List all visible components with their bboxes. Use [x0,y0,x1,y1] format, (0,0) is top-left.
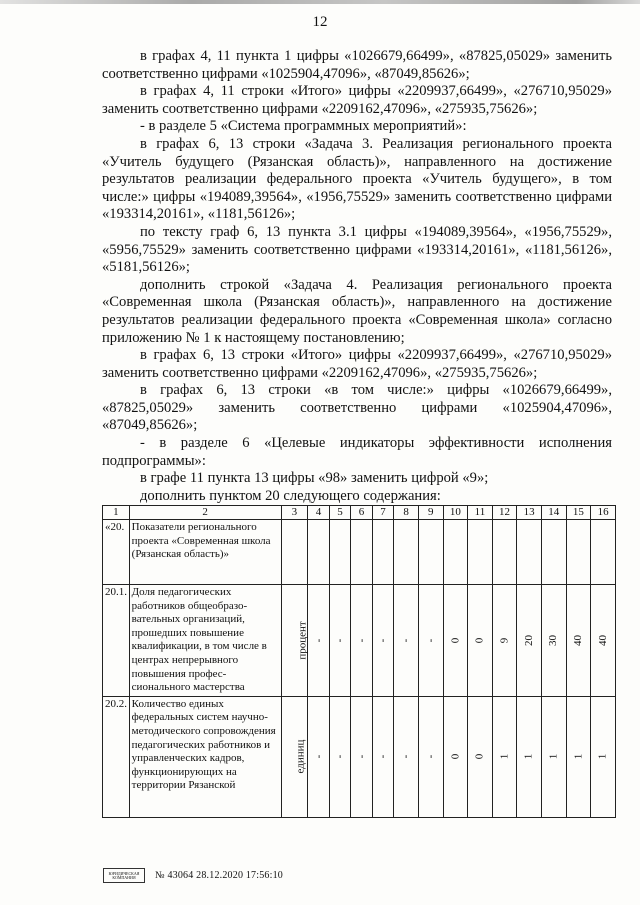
value-cell [492,520,517,585]
header-cell: 11 [468,506,493,520]
header-cell: 7 [372,506,394,520]
company-stamp: ЮРИДИЧЕСКАЯ КОМПАНИЯ [103,868,145,883]
paragraph-3: - в разделе 5 «Система программных мероприятий»: [140,118,467,135]
row-number: 20.1. [103,585,130,697]
header-cell: 13 [517,506,542,520]
value-cell: - [418,696,443,817]
header-cell: 3 [281,506,308,520]
footer [103,868,283,883]
unit-cell [281,696,308,817]
indicator-name: Доля педагогических работников общеобразо-вательных организаций, прошедших повышение квалификации, в том числе в центрах непрерывного повышения профес-сионального мастерства [129,585,281,697]
table-row [103,696,616,817]
paragraph-10: в графе 11 пункта 13 цифры «98» заменить цифрой «9»; [140,470,489,487]
row-number: «20. [103,520,130,585]
paragraph-11: дополнить пунктом 20 следующего содержания: [140,487,441,504]
value-cell: 20 [517,585,542,697]
value-cell [308,520,330,585]
value-cell: 1 [591,696,616,817]
value-cell: - [394,696,419,817]
unit-label: процент [296,621,309,660]
paragraph-9: - в разделе 6 «Целевые индикаторы эффективности исполнения подпрограммы»: [102,435,612,469]
header-cell: 8 [394,506,419,520]
paragraph-5: по тексту граф 6, 13 пункта 3.1 цифры «194089,39564», «1956,75529», «5956,75529» заменить соответственно цифрами «193314,20161», «1181,56126», «5181,56126»; [102,223,612,276]
indicator-name: Количество единых федеральных систем научно-методического сопровождения педагогических работников и управленческих кадров, функционирующих на территории Рязанской [129,696,281,817]
header-cell: 1 [103,506,130,520]
value-cell: - [329,696,351,817]
value-cell [394,520,419,585]
value-cell: 9 [492,585,517,697]
unit-cell [281,585,308,697]
value-cell: 40 [566,585,591,697]
value-cell [418,520,443,585]
value-cell: - [372,696,394,817]
paragraph-1: в графах 4, 11 пункта 1 цифры «1026679,66499», «87825,05029» заменить соответственно цифрами «1025904,47096», «87049,85626»; [102,48,612,82]
value-cell: - [394,585,419,697]
table-header-row [103,506,616,520]
unit-cell [281,520,308,585]
indicators-table [102,505,616,818]
value-cell [541,520,566,585]
header-cell: 9 [418,506,443,520]
table-row [103,585,616,697]
value-cell [372,520,394,585]
value-cell [517,520,542,585]
value-cell: - [329,585,351,697]
header-cell: 15 [566,506,591,520]
unit-label: единиц [293,739,306,774]
row-number: 20.2. [103,696,130,817]
value-cell [468,520,493,585]
table-row [103,520,616,585]
value-cell: 0 [443,585,468,697]
value-cell [351,520,373,585]
header-cell: 12 [492,506,517,520]
value-cell [566,520,591,585]
value-cell: 1 [517,696,542,817]
value-cell: 1 [566,696,591,817]
value-cell: - [351,585,373,697]
header-cell: 2 [129,506,281,520]
header-cell: 16 [591,506,616,520]
scan-top-edge [0,0,640,4]
paragraph-6: дополнить строкой «Задача 4. Реализация регионального проекта «Современная школа (Рязанская область)», направленного на достижение результатов реализации федерального проекта «Современная школа» согласно приложению № 1 к настоящему постановлению; [102,276,612,346]
indicator-name: Показатели регионального проекта «Современная школа (Рязанская область)» [129,520,281,585]
value-cell: - [372,585,394,697]
header-cell: 4 [308,506,330,520]
page-number: 12 [312,14,328,30]
value-cell [443,520,468,585]
value-cell: - [418,585,443,697]
value-cell [591,520,616,585]
value-cell: 0 [468,696,493,817]
value-cell: 0 [468,585,493,697]
value-cell: 1 [541,696,566,817]
document-body [102,48,612,505]
registration-number: № 43064 28.12.2020 17:56:10 [155,870,283,881]
value-cell: 40 [591,585,616,697]
header-cell: 5 [329,506,351,520]
paragraph-2: в графах 4, 11 строки «Итого» цифры «2209937,66499», «276710,95029» заменить соответственно цифрами «2209162,47096», «275935,75626»; [102,83,612,117]
paragraph-8: в графах 6, 13 строки «в том числе:» цифры «1026679,66499», «87825,05029» заменить соответственно цифрами «1025904,47096», «87049,85626»; [102,382,612,434]
value-cell: - [308,696,330,817]
value-cell: - [351,696,373,817]
value-cell: 1 [492,696,517,817]
value-cell: 0 [443,696,468,817]
header-cell: 10 [443,506,468,520]
header-cell: 14 [541,506,566,520]
paragraph-7: в графах 6, 13 строки «Итого» цифры «2209937,66499», «276710,95029» заменить соответственно цифрами «2209162,47096», «275935,75626»; [102,347,612,381]
value-cell [329,520,351,585]
value-cell: 30 [541,585,566,697]
header-cell: 6 [351,506,373,520]
paragraph-4: в графах 6, 13 строки «Задача 3. Реализация регионального проекта «Учитель будущего (Рязанская область)», направленного на достижение результатов реализации федерального проекта «Учитель будущего», в том числе:» цифры «194089,39564», «1956,75529» заменить соответственно цифрами «193314,20161», «1181,56126»; [102,135,612,223]
value-cell: - [308,585,330,697]
